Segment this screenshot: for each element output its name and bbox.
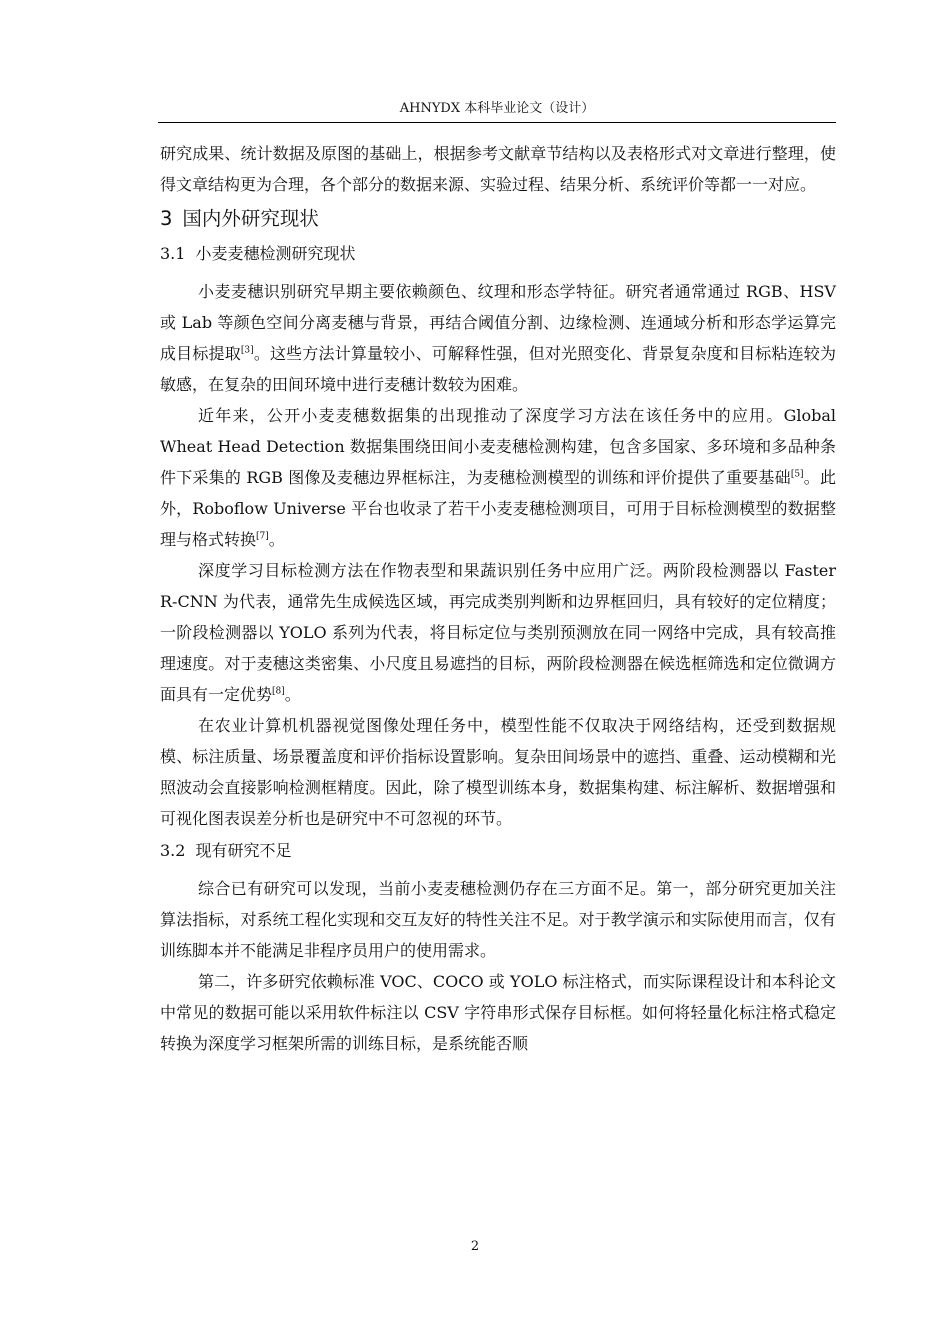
paragraph-3-1-4: 在农业计算机机器视觉图像处理任务中，模型性能不仅取决于网络结构，还受到数据规模、标注质量、场景覆盖度和评价指标设置影响。复杂田间场景中的遮挡、重叠、运动模糊和光照波动会直接影响检测框精度。因此，除了模型训练本身，数据集构建、标注解析、数据增强和可视化图表误差分析也是研究中不可忽视的环节。 bbox=[160, 716, 836, 828]
paragraph-text: 。这些方法计算量较小、可解释性强，但对光照变化、背景复杂度和目标粘连较为敏感，在复杂的田间环境中进行麦穗计数较为困难。 bbox=[160, 344, 836, 394]
subsection-heading-3-2 bbox=[160, 838, 836, 864]
page-number: 2 bbox=[470, 1239, 480, 1254]
section-title: 国内外研究现状 bbox=[182, 207, 319, 230]
page-body bbox=[160, 138, 836, 1059]
subsection-title: 小麦麦穗检测研究现状 bbox=[195, 244, 356, 263]
paragraph-3-2-2: 第二，许多研究依赖标准 VOC、COCO 或 YOLO 标注格式，而实际课程设计和本科论文中常见的数据可能以采用软件标注以 CSV 字符串形式保存目标框。如何将轻量化标注格式稳定转换为深度学习框架所需的训练目标，是系统能否顺 bbox=[160, 972, 836, 1053]
subsection-number: 3.1 bbox=[160, 244, 186, 263]
paragraph-text: 。此外，Roboflow Universe 平台也收录了若干小麦麦穗检测项目，可用于目标检测模型的数据整理与格式转换 bbox=[160, 468, 836, 549]
paragraph-3-2-1: 综合已有研究可以发现，当前小麦麦穗检测仍存在三方面不足。第一，部分研究更加关注算法指标，对系统工程化实现和交互友好的特性关注不足。对于教学演示和实际使用而言，仅有训练脚本并不能满足非程序员用户的使用需求。 bbox=[160, 879, 836, 960]
running-header: AHNYDX 本科毕业论文（设计） bbox=[399, 101, 595, 116]
subsection-heading-3-1 bbox=[160, 241, 836, 267]
paragraph-3-1-3 bbox=[160, 555, 836, 710]
citation: [5] bbox=[790, 469, 804, 480]
paragraph-text: 。 bbox=[284, 685, 301, 704]
paragraph-3-1-2 bbox=[160, 400, 836, 555]
intro-paragraph: 研究成果、统计数据及原图的基础上，根据参考文献章节结构以及表格形式对文章进行整理，使得文章结构更为合理，各个部分的数据来源、实验过程、结果分析、系统评价等都一一对应。 bbox=[160, 144, 836, 194]
citation: [8] bbox=[272, 686, 285, 697]
paragraph-text: 近年来，公开小麦麦穗数据集的出现推动了深度学习方法在该任务中的应用。Global Wheat Head Detection 数据集围绕田间小麦麦穗检测构建，包含多国家、多环境和多品种条件下采集的 RGB 图像及麦穗边界框标注，为麦穗检测模型的训练和评价提供了重要基础 bbox=[160, 406, 836, 487]
citation: [7] bbox=[256, 531, 269, 542]
paragraph-text: 。 bbox=[268, 530, 285, 549]
paragraph-text: 深度学习目标检测方法在作物表型和果蔬识别任务中应用广泛。两阶段检测器以 Faster R-CNN 为代表，通常先生成候选区域，再完成类别判断和边界框回归，具有较好的定位精度；一阶段检测器以 YOLO 系列为代表，将目标定位与类别预测放在同一网络中完成，具有较高推理速度。对于麦穗这类密集、小尺度且易遮挡的目标，两阶段检测器在候选框筛选和定位微调方面具有一定优势 bbox=[160, 561, 836, 704]
header-rule bbox=[158, 122, 836, 123]
paragraph-text: 小麦麦穗识别研究早期主要依赖颜色、纹理和形态学特征。研究者通常通过 RGB、HSV 或 Lab 等颜色空间分离麦穗与背景，再结合阈值分割、边缘检测、连通域分析和形态学运算完成目标提取 bbox=[160, 282, 836, 363]
subsection-number: 3.2 bbox=[160, 841, 186, 860]
subsection-title: 现有研究不足 bbox=[195, 841, 292, 860]
section-heading-3 bbox=[160, 205, 836, 233]
paragraph-3-1-1 bbox=[160, 276, 836, 400]
citation: [3] bbox=[240, 345, 254, 356]
section-number: 3 bbox=[160, 207, 173, 230]
